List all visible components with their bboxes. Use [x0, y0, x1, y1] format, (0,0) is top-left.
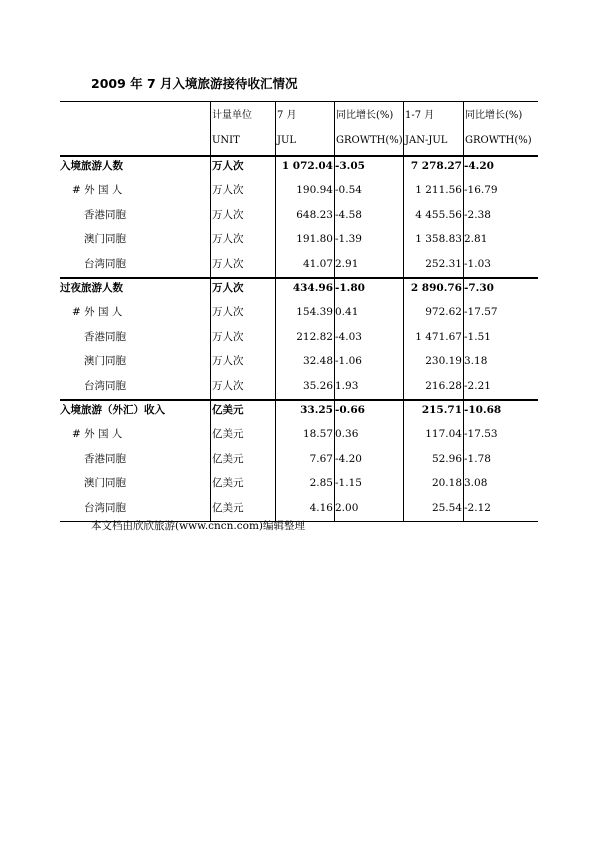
value-jul: 4.16 [309, 501, 333, 514]
row-label: 澳门同胞 [84, 233, 126, 246]
row-label: 香港同胞 [84, 330, 126, 343]
value-jul-growth: 0.41 [335, 306, 359, 319]
value-janjul-growth: -16.79 [464, 184, 498, 197]
row-unit: 万人次 [212, 208, 244, 221]
row-unit: 万人次 [212, 379, 244, 392]
header-en-unit: UNIT [212, 135, 240, 146]
value-jul-growth: -1.39 [335, 233, 362, 246]
value-janjul: 252.31 [425, 257, 462, 270]
value-jul-growth: 2.91 [335, 257, 359, 270]
value-janjul: 52.96 [431, 452, 462, 465]
value-jul: 41.07 [302, 257, 333, 270]
value-jul: 191.80 [296, 233, 333, 246]
row-label: # 外 国 人 [72, 306, 123, 319]
row-unit: 万人次 [212, 306, 244, 319]
value-jul-growth: -4.58 [335, 208, 362, 221]
row-unit: 亿美元 [212, 428, 244, 441]
value-jul: 2.85 [309, 477, 333, 490]
row-unit: 亿美元 [212, 452, 244, 465]
row-label: 澳门同胞 [84, 355, 126, 368]
value-jul-growth: -1.06 [335, 355, 362, 368]
section-rule [60, 399, 538, 401]
section-rule [60, 277, 538, 279]
row-label: 入境旅游（外汇）收入 [60, 404, 165, 416]
row-unit: 万人次 [212, 330, 244, 343]
value-janjul: 2 890.76 [410, 282, 462, 294]
value-janjul-growth: -10.68 [464, 404, 502, 416]
value-jul: 154.39 [296, 306, 333, 319]
value-jul: 1 072.04 [281, 160, 333, 172]
row-unit: 万人次 [212, 257, 244, 270]
value-jul: 7.67 [309, 452, 333, 465]
value-janjul-growth: -2.12 [464, 501, 491, 514]
header-cn-unit: 计量单位 [212, 110, 252, 121]
column-rule [463, 101, 464, 521]
value-jul: 33.25 [300, 404, 333, 416]
row-unit: 万人次 [212, 160, 244, 172]
header-en-janjul-growth: GROWTH(%) [465, 135, 532, 146]
value-jul-growth: -4.03 [335, 330, 362, 343]
value-jul-growth: -4.20 [335, 452, 362, 465]
value-jul-growth: -0.54 [335, 184, 362, 197]
value-janjul-growth: 2.81 [464, 233, 488, 246]
value-janjul: 7 278.27 [410, 160, 462, 172]
row-unit: 亿美元 [212, 501, 244, 514]
header-cn-jul: 7 月 [277, 110, 297, 121]
row-unit: 亿美元 [212, 477, 244, 490]
value-jul-growth: 2.00 [335, 501, 359, 514]
row-label: # 外 国 人 [72, 184, 123, 197]
value-janjul-growth: -17.57 [464, 306, 498, 319]
column-rule [275, 101, 276, 521]
value-jul-growth: -1.15 [335, 477, 362, 490]
value-janjul: 215.71 [421, 404, 462, 416]
header-cn-janjul: 1-7 月 [405, 110, 435, 121]
row-unit: 万人次 [212, 233, 244, 246]
section-rule [60, 155, 538, 157]
column-rule [334, 101, 335, 521]
value-janjul-growth: -2.21 [464, 379, 491, 392]
row-label: 香港同胞 [84, 208, 126, 221]
value-janjul: 20.18 [431, 477, 462, 490]
value-jul-growth: 0.36 [335, 428, 359, 441]
column-rule [403, 101, 404, 521]
value-jul: 212.82 [296, 330, 333, 343]
value-janjul-growth: -1.78 [464, 452, 491, 465]
value-jul-growth: -1.80 [335, 282, 365, 294]
row-unit: 万人次 [212, 282, 244, 294]
value-janjul-growth: -2.38 [464, 208, 491, 221]
value-janjul: 1 358.83 [415, 233, 462, 246]
value-janjul: 1 211.56 [415, 184, 462, 197]
row-label: 澳门同胞 [84, 477, 126, 490]
value-janjul-growth: 3.08 [464, 477, 488, 490]
row-label: 台湾同胞 [84, 257, 126, 270]
row-label: # 外 国 人 [72, 428, 123, 441]
value-janjul-growth: -1.03 [464, 257, 491, 270]
value-janjul: 1 471.67 [415, 330, 462, 343]
row-label: 香港同胞 [84, 452, 126, 465]
value-jul-growth: 1.93 [335, 379, 359, 392]
header-cn-jul-growth: 同比增长(%) [336, 110, 394, 121]
row-label: 过夜旅游人数 [60, 282, 123, 294]
value-janjul: 117.04 [425, 428, 462, 441]
value-jul: 18.57 [302, 428, 333, 441]
value-jul: 32.48 [302, 355, 333, 368]
value-janjul: 230.19 [425, 355, 462, 368]
value-jul: 35.26 [302, 379, 333, 392]
value-janjul-growth: -17.53 [464, 428, 498, 441]
value-janjul-growth: -1.51 [464, 330, 491, 343]
header-cn-janjul-growth: 同比增长(%) [465, 110, 523, 121]
table-top-rule [60, 101, 538, 102]
footer-note: 本文档由欣欣旅游(www.cncn.com)编辑整理 [91, 520, 306, 532]
value-janjul-growth: -4.20 [464, 160, 494, 172]
header-en-jul-growth: GROWTH(%) [336, 135, 403, 146]
value-janjul: 216.28 [425, 379, 462, 392]
row-unit: 亿美元 [212, 404, 244, 416]
value-janjul-growth: -7.30 [464, 282, 494, 294]
header-en-janjul: JAN-JUL [405, 135, 448, 146]
row-label: 台湾同胞 [84, 501, 126, 514]
value-janjul: 25.54 [431, 501, 462, 514]
value-jul-growth: -0.66 [335, 404, 365, 416]
row-label: 入境旅游人数 [60, 160, 123, 172]
value-jul: 434.96 [292, 282, 333, 294]
row-unit: 万人次 [212, 355, 244, 368]
value-janjul-growth: 3.18 [464, 355, 488, 368]
document-title: 2009 年 7 月入境旅游接待收汇情况 [91, 76, 298, 91]
value-jul: 190.94 [296, 184, 333, 197]
value-janjul: 4 455.56 [415, 208, 462, 221]
header-en-jul: JUL [277, 135, 297, 146]
row-label: 台湾同胞 [84, 379, 126, 392]
value-jul: 648.23 [296, 208, 333, 221]
value-janjul: 972.62 [425, 306, 462, 319]
row-unit: 万人次 [212, 184, 244, 197]
column-rule [210, 101, 211, 521]
value-jul-growth: -3.05 [335, 160, 365, 172]
